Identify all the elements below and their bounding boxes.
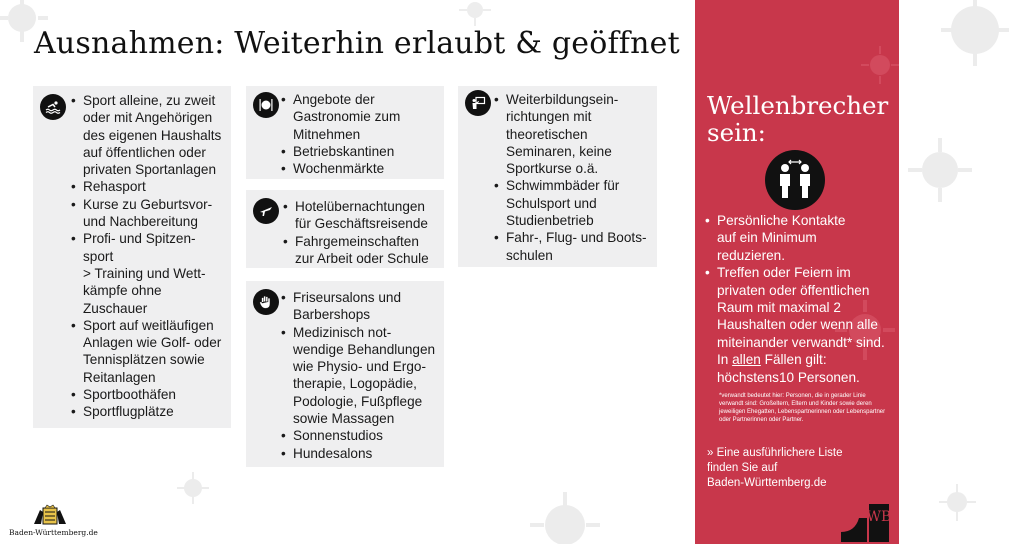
state-crest-icon — [30, 504, 70, 528]
list-item: • Hundesalons — [281, 445, 444, 462]
list-item: • Persönliche Kontakte auf ein Minimum reduzieren. — [705, 212, 901, 264]
virus-decoration-icon — [900, 130, 980, 210]
virus-decoration-icon — [905, 0, 1010, 70]
list-item: • Sportboothäfen — [71, 386, 231, 403]
airplane-icon — [253, 198, 279, 224]
list-item: • Weiterbildungsein- richtungen mit theoretischen Seminaren, keine Sportkurse o.ä. — [494, 91, 657, 177]
virus-decoration-icon — [530, 490, 600, 544]
list-item: • Medizinisch not- wendige Behandlungen wie Physio- und Ergo- therapie, Logopädie, Podologie, Fußpflege sowie Massagen — [281, 324, 444, 428]
list-item — [705, 264, 901, 386]
social-distance-icon — [765, 150, 825, 210]
list-item: • Sportflugplätze — [71, 403, 231, 420]
wb-logo-icon — [839, 498, 893, 542]
list-item: • Sport auf weitläufigen Anlagen wie Golf- oder Tennisplätzen sowie Reitanlagen — [71, 317, 231, 386]
list-item: • Sport alleine, zu zweit oder mit Angehörigen des eigenen Haushalts auf öffentlichen oder privaten Sportanlagen — [71, 92, 231, 178]
hand-icon — [253, 289, 279, 315]
gastro-box — [246, 86, 444, 179]
plate-cutlery-icon — [253, 92, 279, 118]
list-subitem: > Training und Wett- kämpfe ohne Zuschauer — [83, 265, 206, 316]
virus-decoration-icon — [175, 470, 211, 506]
panel-title: Wellenbrecher sein: — [707, 91, 889, 147]
virus-decoration-icon — [935, 480, 980, 525]
brand-text: Baden-Württemberg.de — [9, 528, 98, 537]
teacher-board-icon — [465, 90, 491, 116]
list-item: • Wochenmärkte — [281, 160, 444, 177]
list-item-text: Treffen oder Feiern im privaten oder öffentlichen Raum mit maximal 2 Haushalten oder wenn alle miteinander verwandt* sind. In — [717, 265, 885, 368]
list-item: • Rehasport — [71, 178, 231, 195]
education-box — [458, 86, 657, 267]
services-box — [246, 281, 444, 467]
list-item: • Fahr-, Flug- und Boots- schulen — [494, 229, 657, 264]
list-item: • Hotelübernachtungen für Geschäftsreisende — [283, 198, 444, 233]
list-item: • Angebote der Gastronomie zum Mitnehmen — [281, 91, 444, 143]
list-item: • Betriebskantinen — [281, 143, 444, 160]
footnote: *verwandt bedeutet hier: Personen, die in gerader Linie verwandt sind: Großeltern, Eltern und Kinder sowie deren jeweiligen Ehegatten, Lebenspartnerinnen oder Lebenspartner oder Partnerinnen oder Partner. — [719, 393, 886, 423]
more-info-link[interactable]: » Eine ausführlichere Liste finden Sie auf Baden-Württemberg.de — [707, 447, 843, 489]
travel-box — [246, 190, 444, 268]
list-item: • Friseursalons und Barbershops — [281, 289, 444, 324]
logo-letter: WB — [866, 509, 892, 525]
list-item: • Fahrgemeinschaften zur Arbeit oder Schule — [283, 233, 444, 268]
virus-decoration-icon — [855, 40, 905, 90]
page-title: Ausnahmen: Weiterhin erlaubt & geöffnet — [34, 26, 680, 61]
list-item-text: Fällen gilt: höchstens10 Personen. — [717, 352, 860, 385]
list-item: • Profi- und Spitzen- sport — [71, 230, 231, 265]
list-item: • Kurse zu Geburtsvor- und Nachbereitung — [71, 196, 231, 231]
swimmer-icon — [40, 94, 66, 120]
underlined-word: allen — [732, 352, 761, 368]
list-item: • Schwimmbäder für Schulsport und Studienbetrieb — [494, 177, 657, 229]
wellenbrecher-panel — [695, 0, 899, 544]
sport-box — [33, 86, 231, 428]
list-item: • Sonnenstudios — [281, 427, 444, 444]
